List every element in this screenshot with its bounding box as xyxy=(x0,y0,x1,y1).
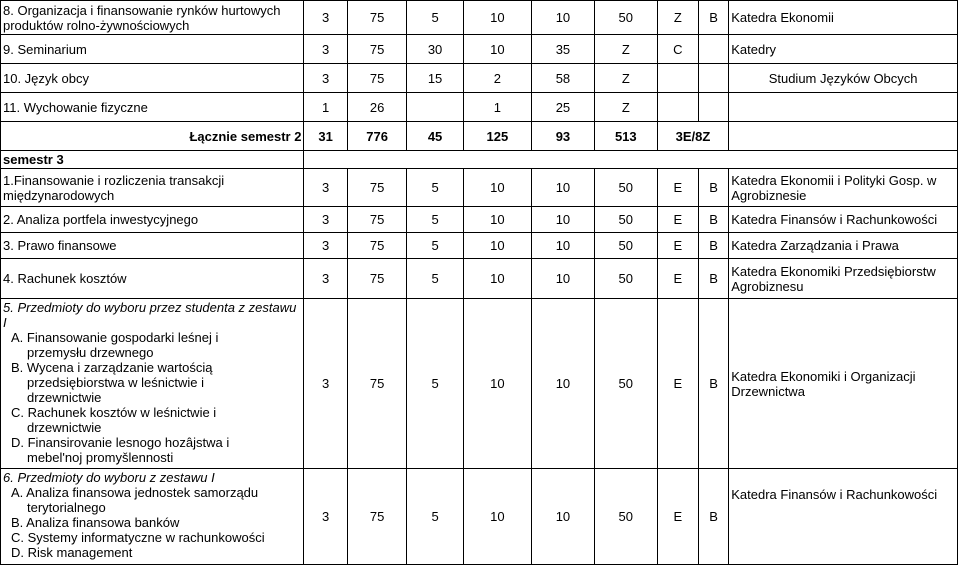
cell: 10 xyxy=(532,1,595,35)
elective-option: B. Analiza finansowa banków xyxy=(11,515,180,530)
elective-group-title: 5. Przedmioty do wyboru przez studenta z zestawu I xyxy=(3,300,297,330)
cell: 3 xyxy=(304,35,347,64)
elective-option: C. Systemy informatyczne w rachunkowości xyxy=(11,530,265,545)
elective-option-cont: drzewnictwie xyxy=(27,420,102,435)
elective-option: B. Wycena i zarządzanie wartością xyxy=(11,360,213,375)
department xyxy=(729,122,958,151)
course-name: 8. Organizacja i finansowanie rynków hurtowych produktów rolno-żywnościowych xyxy=(1,1,304,35)
cell: E xyxy=(657,233,698,259)
cell: B xyxy=(698,233,728,259)
course-name: 3. Prawo finansowe xyxy=(1,233,304,259)
cell: 1 xyxy=(304,93,347,122)
total-label: Łącznie semestr 2 xyxy=(1,122,304,151)
cell: E xyxy=(657,169,698,207)
cell: 1 xyxy=(463,93,531,122)
cell: 5 xyxy=(407,207,463,233)
elective-option: A. Analiza finansowa jednostek samorządu xyxy=(11,485,259,500)
department xyxy=(729,93,958,122)
department: Katedra Finansów i Rachunkowości xyxy=(729,207,958,233)
cell: 26 xyxy=(347,93,407,122)
elective-option: D. Risk management xyxy=(11,545,133,560)
cell: B xyxy=(698,1,728,35)
cell: 75 xyxy=(347,233,407,259)
department: Katedra Ekonomii i Polityki Gosp. w Agrobiznesie xyxy=(729,169,958,207)
elective-group-title: 6. Przedmioty do wyboru z zestawu I xyxy=(3,470,215,485)
elective-option-cont: drzewnictwie xyxy=(27,390,102,405)
cell: 2 xyxy=(463,64,531,93)
cell: 75 xyxy=(347,259,407,299)
cell: B xyxy=(698,469,728,565)
cell xyxy=(657,93,698,122)
cell: Z xyxy=(594,93,657,122)
department: Katedra Ekonomiki i Organizacji Drzewnictwa xyxy=(729,299,958,469)
cell: 50 xyxy=(594,233,657,259)
cell: 50 xyxy=(594,169,657,207)
cell: 75 xyxy=(347,64,407,93)
table-row xyxy=(1,93,958,122)
cell: 3 xyxy=(304,299,347,469)
cell xyxy=(407,93,463,122)
table-row-total xyxy=(1,122,958,151)
cell: 50 xyxy=(594,207,657,233)
table-row xyxy=(1,469,958,565)
cell: Z xyxy=(594,35,657,64)
cell: 75 xyxy=(347,1,407,35)
cell: 5 xyxy=(407,233,463,259)
cell: 3 xyxy=(304,207,347,233)
department: Katedra Zarządzania i Prawa xyxy=(729,233,958,259)
cell: E xyxy=(657,207,698,233)
semester-spacer xyxy=(304,151,958,169)
cell: 3 xyxy=(304,1,347,35)
cell: 10 xyxy=(463,207,531,233)
cell: E xyxy=(657,299,698,469)
table-row xyxy=(1,233,958,259)
cell: 3 xyxy=(304,469,347,565)
table-row xyxy=(1,259,958,299)
cell: 93 xyxy=(532,122,595,151)
cell: 3 xyxy=(304,64,347,93)
cell: 10 xyxy=(532,233,595,259)
cell: 3 xyxy=(304,169,347,207)
department: Katedry xyxy=(729,35,958,64)
cell: 10 xyxy=(463,1,531,35)
department: Katedra Ekonomii xyxy=(729,1,958,35)
cell: 5 xyxy=(407,469,463,565)
elective-option-cont: terytorialnego xyxy=(27,500,106,515)
cell: 31 xyxy=(304,122,347,151)
cell: 10 xyxy=(463,35,531,64)
cell: 25 xyxy=(532,93,595,122)
elective-option: A. Finansowanie gospodarki leśnej i xyxy=(11,330,219,345)
cell: 50 xyxy=(594,299,657,469)
elective-group-2 xyxy=(1,469,304,565)
department: Katedra Finansów i Rachunkowości xyxy=(729,469,958,565)
cell: 10 xyxy=(463,469,531,565)
cell xyxy=(698,93,728,122)
cell: 75 xyxy=(347,35,407,64)
cell: 125 xyxy=(463,122,531,151)
cell: 10 xyxy=(463,233,531,259)
elective-group-1 xyxy=(1,299,304,469)
cell: 10 xyxy=(532,207,595,233)
cell: 776 xyxy=(347,122,407,151)
cell: 50 xyxy=(594,1,657,35)
cell: 75 xyxy=(347,299,407,469)
cell: 3 xyxy=(304,233,347,259)
table-row xyxy=(1,299,958,469)
table-row xyxy=(1,169,958,207)
elective-option: C. Rachunek kosztów w leśnictwie i xyxy=(11,405,217,420)
cell: Z xyxy=(657,1,698,35)
department: Studium Języków Obcych xyxy=(729,64,958,93)
table-row xyxy=(1,64,958,93)
elective-option-cont: przedsiębiorstwa w leśnictwie i xyxy=(27,375,205,390)
cell: 10 xyxy=(532,469,595,565)
cell: 5 xyxy=(407,1,463,35)
course-name: 1.Finansowanie i rozliczenia transakcji międzynarodowych xyxy=(1,169,304,207)
cell: B xyxy=(698,299,728,469)
cell: 10 xyxy=(532,299,595,469)
cell: 45 xyxy=(407,122,463,151)
cell: 3 xyxy=(304,259,347,299)
cell: E xyxy=(657,469,698,565)
cell: 513 xyxy=(594,122,657,151)
course-name: 9. Seminarium xyxy=(1,35,304,64)
cell: 10 xyxy=(532,169,595,207)
elective-option: D. Finansirovanie lesnogo hozâjstwa i xyxy=(11,435,230,450)
cell: 75 xyxy=(347,207,407,233)
department: Katedra Ekonomiki Przedsiębiorstw Agrobiznesu xyxy=(729,259,958,299)
semester-label: semestr 3 xyxy=(1,151,304,169)
cell: E xyxy=(657,259,698,299)
cell: 35 xyxy=(532,35,595,64)
cell: 10 xyxy=(463,259,531,299)
cell: 50 xyxy=(594,259,657,299)
cell: B xyxy=(698,207,728,233)
table-row xyxy=(1,207,958,233)
cell: B xyxy=(698,259,728,299)
cell: 5 xyxy=(407,299,463,469)
course-name: 10. Język obcy xyxy=(1,64,304,93)
cell: B xyxy=(698,169,728,207)
cell: 30 xyxy=(407,35,463,64)
cell: 10 xyxy=(532,259,595,299)
cell: C xyxy=(657,35,698,64)
cell: 75 xyxy=(347,169,407,207)
cell: 50 xyxy=(594,469,657,565)
cell: 5 xyxy=(407,169,463,207)
cell xyxy=(698,64,728,93)
cell: 10 xyxy=(463,169,531,207)
cell xyxy=(698,35,728,64)
cell: Z xyxy=(594,64,657,93)
cell xyxy=(657,64,698,93)
elective-option-cont: przemysłu drzewnego xyxy=(27,345,154,360)
course-name: 2. Analiza portfela inwestycyjnego xyxy=(1,207,304,233)
course-name: 4. Rachunek kosztów xyxy=(1,259,304,299)
table-row xyxy=(1,1,958,35)
cell: 58 xyxy=(532,64,595,93)
table-row xyxy=(1,35,958,64)
cell: 5 xyxy=(407,259,463,299)
cell: 10 xyxy=(463,299,531,469)
semester-row xyxy=(1,151,958,169)
cell: 15 xyxy=(407,64,463,93)
cell: 75 xyxy=(347,469,407,565)
cell: 3E/8Z xyxy=(657,122,729,151)
elective-option-cont: mebel'noj promyšlennosti xyxy=(27,450,174,465)
course-name: 11. Wychowanie fizyczne xyxy=(1,93,304,122)
